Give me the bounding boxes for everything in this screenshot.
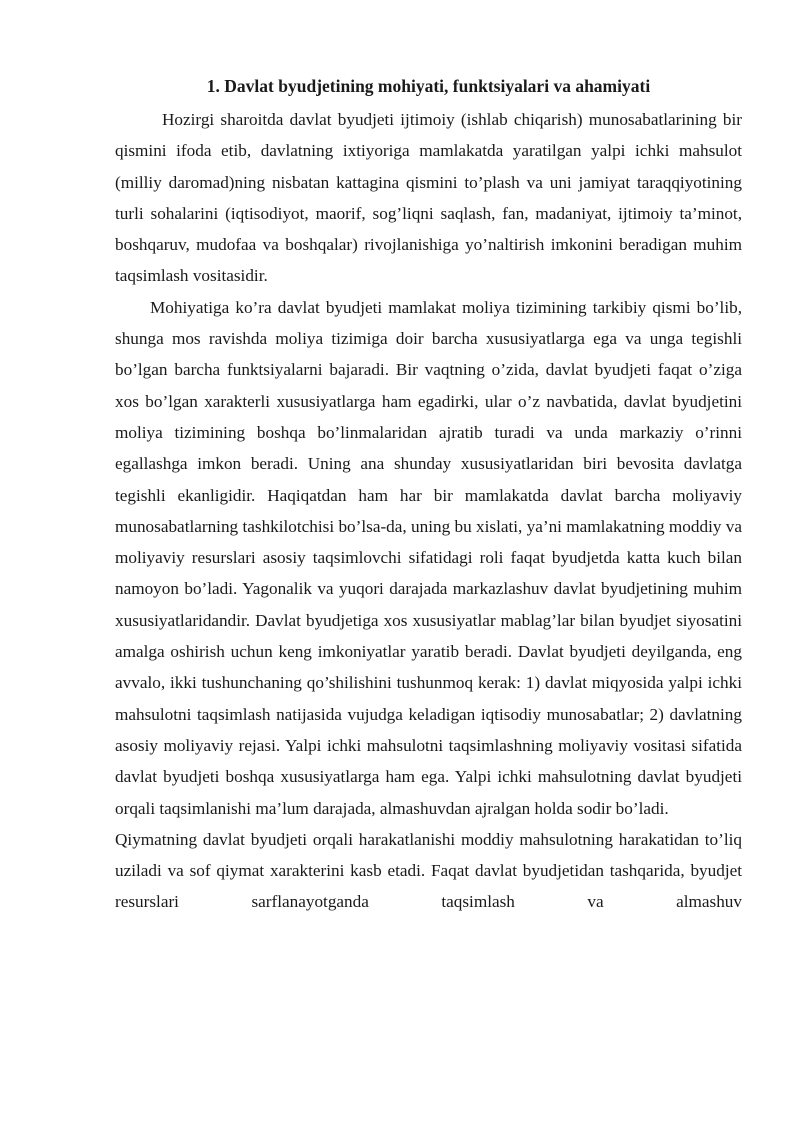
- paragraph-2: Mohiyatiga ko’ra davlat byudjeti mamlakat moliya tizimining tarkibiy qismi bo’lib, shunga mos ravishda moliya tizimiga doir barcha xususiyatlarga ega va unga tegishli bo’lgan barcha funktsiyalarni bajaradi. Bir vaqtning o’zida, davlat byudjeti faqat o’ziga xos bo’lgan xarakterli xususiyatlarga ham egadirki, ular o’z navbatida, davlat byudjetini moliya tizimining boshqa bo’linmalaridan ajratib turadi va unda markaziy o’rinni egallashga imkon beradi. Uning ana shunday xususiyatlaridan biri bevosita davlatga tegishli ekanligidir. Haqiqatdan ham har bir mamlakatda davlat barcha moliyaviy munosabatlarning tashkilotchisi bo’lsa-da, uning bu xislati, ya’ni mamlakatning moddiy va moliyaviy resurslari asosiy taqsimlovchi sifatidagi roli faqat byudjetda katta kuch bilan namoyon bo’ladi. Yagonalik va yuqori darajada markazlashuv davlat byudjetining muhim xususiyatlaridandir. Davlat byudjetiga xos xususiyatlar mablag’lar bilan byudjet siyosatini amalga oshirish uchun keng imkoniyatlar yaratib beradi. Davlat byudjeti deyilganda, eng avvalo, ikki tushunchaning qo’shilishini tushunmoq kerak: 1) davlat miqyosida yalpi ichki mahsulotni taqsimlash natijasida vujudga keladigan iqtisodiy munosabatlar; 2) davlatning asosiy moliyaviy rejasi. Yalpi ichki mahsulotni taqsimlashning moliyaviy vositasi sifatida davlat byudjeti boshqa xususiyatlarga ham ega. Yalpi ichki mahsulotning davlat byudjeti orqali taqsimlanishi ma’lum darajada, almashuvdan ajralgan holda sodir bo’ladi.: [115, 297, 742, 818]
- document-page: [115, 72, 742, 918]
- paragraph-3: Qiymatning davlat byudjeti orqali harakatlanishi moddiy mahsulotning harakatidan to’liq uziladi va sof qiymat xarakterini kasb etadi. Faqat davlat byudjetidan tashqarida, byudjet resurslari sarflanayotganda taqsimlash va almashuv: [115, 829, 742, 912]
- paragraph-1: Hozirgi sharoitda davlat byudjeti ijtimoiy (ishlab chiqarish) munosabatlarining bir qismini ifoda etib, davlatning ixtiyoriga mamlakatda yaratilgan yalpi ichki mahsulot (milliy daromad)ning nisbatan kattagina qismini to’plash va uni jamiyat taraqqiyotining turli sohalarini (iqtisodiyot, maorif, sog’liqni saqlash, fan, madaniyat, ijtimoiy ta’minot, boshqaruv, mudofaa va boshqalar) rivojlanishiga yo’naltirish imkonini beradigan muhim taqsimlash vositasidir.: [115, 110, 742, 286]
- section-heading: 1. Davlat byudjetining mohiyati, funktsiyalari va ahamiyati: [206, 76, 651, 96]
